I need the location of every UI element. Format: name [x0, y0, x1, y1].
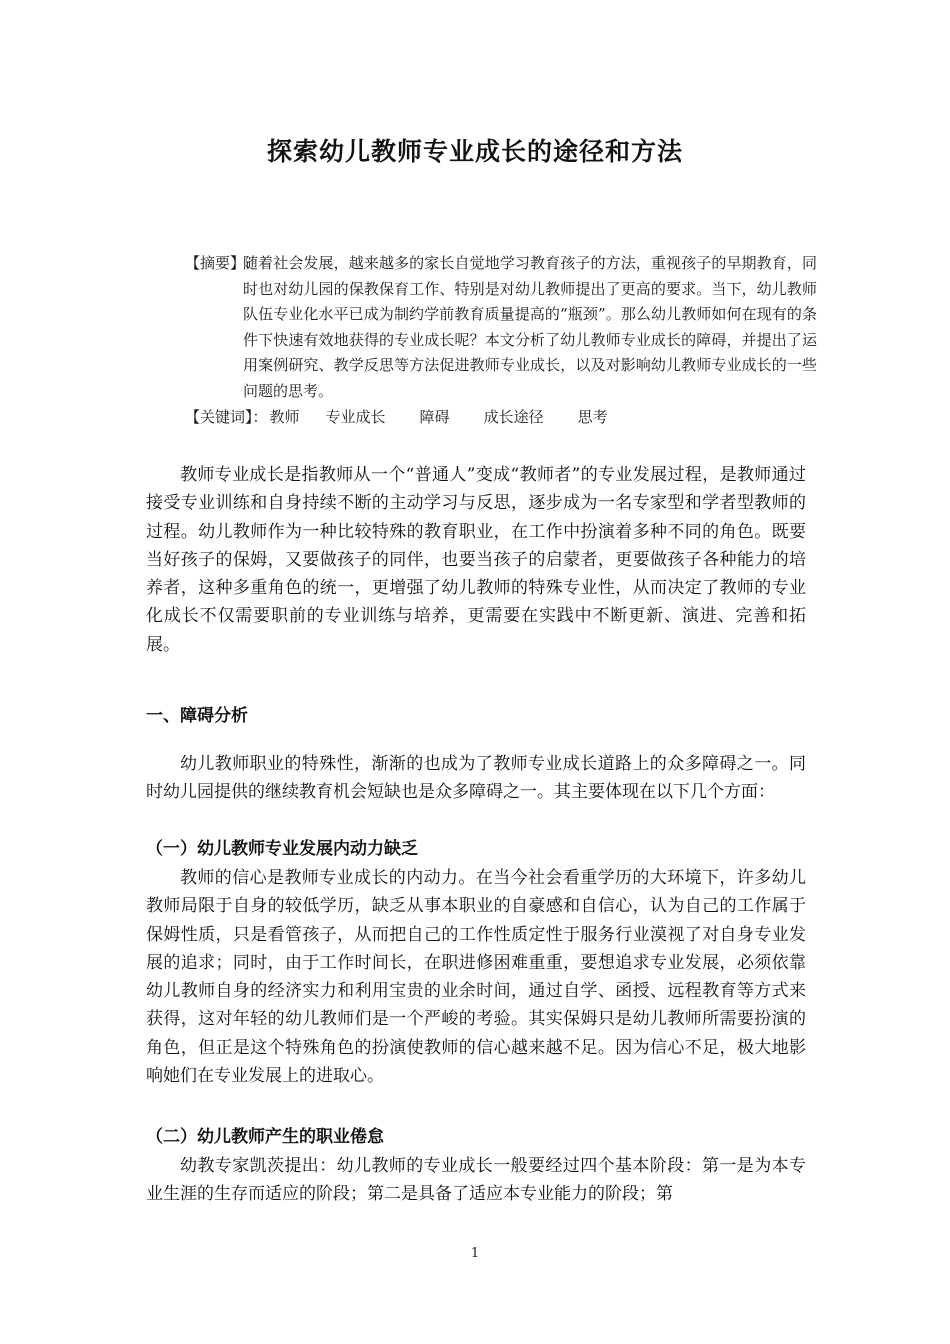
- subsection-heading: （一）幼儿教师专业发展内动力缺乏: [146, 839, 418, 859]
- subsection-paragraph: 教师的信心是教师专业成长的内动力。在当今社会看重学历的大环境下，许多幼儿教师局限于自身的较低学历，缺乏从事本职业的自豪感和自信心，认为自己的工作属于保姆性质，只是看管孩子，从而把自己的工作性质定性于服务行业漠视了对自身专业发展的追求；同时，由于工作时间长，在职进修困难重重，要想追求专业发展，必须依靠幼儿教师自身的经济实力和利用宝贵的业余时间，通过自学、函授、远程教育等方式来获得，这对年轻的幼儿教师们是一个严峻的考验。其实保姆只是幼儿教师所需要扮演的角色，但正是这个特殊角色的扮演使教师的信心越来越不足。因为信心不足，极大地影响她们在专业发展上的进取心。: [146, 868, 806, 1087]
- keyword-item: 专业成长: [325, 408, 386, 426]
- page-number: 1: [470, 1246, 480, 1261]
- subsection-heading: （二）幼儿教师产生的职业倦怠: [146, 1127, 384, 1147]
- keywords-label: 【关键词】：: [185, 408, 268, 426]
- intro-paragraph: 教师专业成长是指教师从一个“普通人”变成“教师者”的专业发展过程，是教师通过接受专业训练和自身持续不断的主动学习与反思，逐步成为一名专家型和学者型教师的过程。幼儿教师作为一种比较特殊的教育职业，在工作中扮演着多种不同的角色。既要当好孩子的保姆，又要做孩子的同伴，也要当孩子的启蒙者，更要做孩子各种能力的培养者，这种多重角色的统一，更增强了幼儿教师的特殊专业性，从而决定了教师的专业化成长不仅需要职前的专业训练与培养，更需要在实践中不断更新、演进、完善和拓展。: [146, 465, 806, 655]
- keyword-item: 教师: [269, 408, 300, 426]
- section-heading: 一、障碍分析: [146, 706, 248, 726]
- document-title: 探索幼儿教师专业成长的途径和方法: [266, 137, 683, 166]
- abstract-label: 【摘要】:: [185, 254, 251, 272]
- subsection-paragraph: 幼教专家凯茨提出：幼儿教师的专业成长一般要经过四个基本阶段：第一是为本专业生涯的生存而适应的阶段；第二是具备了适应本专业能力的阶段；第: [146, 1156, 806, 1205]
- keywords-line: [185, 405, 634, 430]
- keyword-item: 障碍: [419, 408, 450, 426]
- keyword-item: 成长途径: [483, 408, 544, 426]
- keyword-item: 思考: [577, 408, 608, 426]
- section-paragraph: 幼儿教师职业的特殊性，渐渐的也成为了教师专业成长道路上的众多障碍之一。同时幼儿园提供的继续教育机会短缺也是众多障碍之一。其主要体现在以下几个方面：: [146, 754, 806, 803]
- abstract-text: 随着社会发展，越来越多的家长自觉地学习教育孩子的方法，重视孩子的早期教育，同时也对幼儿园的保教保育工作、特别是对幼儿教师提出了更高的要求。当下，幼儿教师队伍专业化水平已成为制约学前教育质量提高的“瓶颈”。那么幼儿教师如何在现有的条件下快速有效地获得的专业成长呢？本文分析了幼儿教师专业成长的障碍，并提出了运用案例研究、教学反思等方法促进教师专业成长，以及对影响幼儿教师专业成长的一些问题的思考。: [243, 254, 817, 400]
- abstract-block: [185, 251, 817, 404]
